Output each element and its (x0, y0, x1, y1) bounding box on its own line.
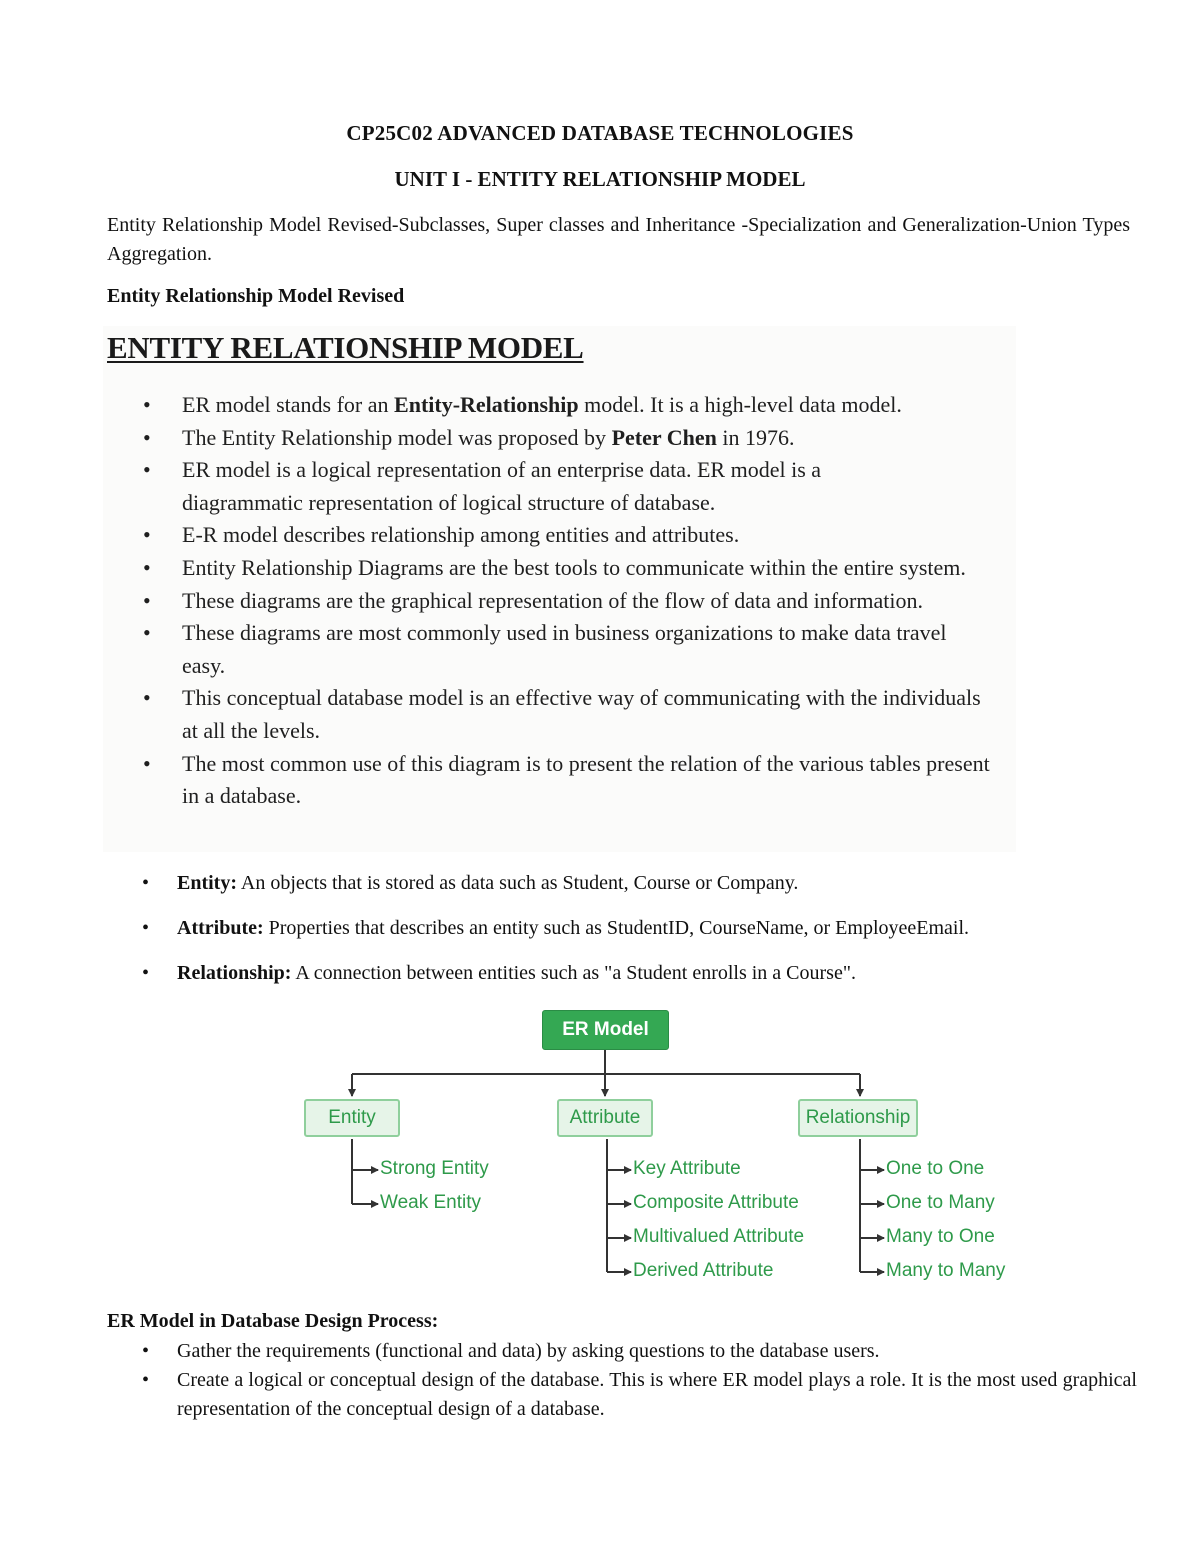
definition-relationship: • Relationship: A connection between entities such as "a Student enrolls in a Course". (107, 958, 1147, 988)
slide-bullet: • ER model stands for an Entity-Relationship model. It is a high-level data model. (103, 389, 1012, 422)
diagram-node-attribute: Attribute (557, 1099, 653, 1137)
definition-attribute: • Attribute: Properties that describes an entity such as StudentID, CourseName, or EmployeeEmail. (107, 913, 1147, 943)
slide-bullet: • These diagrams are the graphical representation of the flow of data and information. (103, 585, 1012, 618)
process-item: • Gather the requirements (functional and data) by asking questions to the database users. (107, 1337, 1137, 1366)
slide-bullet: • ER model is a logical representation of an enterprise data. ER model is a diagrammatic representation of logical structure of database. (103, 454, 922, 519)
process-item: • Create a logical or conceptual design of the database. This is where ER model plays a role. It is the most used graphical representation of the conceptual design of a database. (107, 1366, 1137, 1424)
slide-image (103, 326, 1016, 852)
diagram-leaf: Composite Attribute (633, 1192, 799, 1213)
definitions-list (107, 868, 1147, 1003)
diagram-root-node: ER Model (542, 1010, 669, 1050)
intro-paragraph: Entity Relationship Model Revised-Subclasses, Super classes and Inheritance -Specialization and Generalization-Union Types Aggregation. (107, 214, 1130, 265)
slide-bullet: • The most common use of this diagram is to present the relation of the various tables present in a database. (103, 748, 1012, 813)
slide-bullet: • These diagrams are most commonly used in business organizations to make data travel easy. (103, 617, 992, 682)
diagram-leaf: Many to One (886, 1226, 995, 1247)
diagram-leaf: Strong Entity (380, 1158, 489, 1179)
unit-title: UNIT I - ENTITY RELATIONSHIP MODEL (394, 167, 806, 191)
diagram-leaf: Weak Entity (380, 1192, 482, 1213)
er-model-diagram (290, 1006, 1030, 1296)
slide-bullet: • The Entity Relationship model was proposed by Peter Chen in 1976. (103, 422, 1012, 455)
slide-bullet: • Entity Relationship Diagrams are the best tools to communicate within the entire system. (103, 552, 1002, 585)
course-title: CP25C02 ADVANCED DATABASE TECHNOLOGIES (346, 121, 854, 145)
diagram-node-relationship: Relationship (798, 1099, 918, 1137)
diagram-node-entity: Entity (304, 1099, 400, 1137)
slide-bullet-list (103, 389, 1016, 813)
definition-entity: • Entity: An objects that is stored as data such as Student, Course or Company. (107, 868, 1147, 898)
section-heading: Entity Relationship Model Revised (107, 285, 405, 307)
diagram-leaf: Multivalued Attribute (633, 1226, 805, 1247)
diagram-leaf: Key Attribute (633, 1158, 741, 1179)
slide-bullet: • This conceptual database model is an effective way of communicating with the individuals at all the levels. (103, 682, 982, 747)
diagram-leaf: One to One (886, 1158, 985, 1179)
diagram-leaf: Many to Many (886, 1260, 1006, 1281)
slide-bullet: • E-R model describes relationship among entities and attributes. (103, 519, 1012, 552)
diagram-leaf: One to Many (886, 1192, 995, 1213)
process-list (107, 1337, 1137, 1424)
process-heading: ER Model in Database Design Process: (107, 1310, 439, 1332)
slide-title: ENTITY RELATIONSHIP MODEL (107, 330, 584, 365)
diagram-leaf: Derived Attribute (633, 1260, 774, 1281)
